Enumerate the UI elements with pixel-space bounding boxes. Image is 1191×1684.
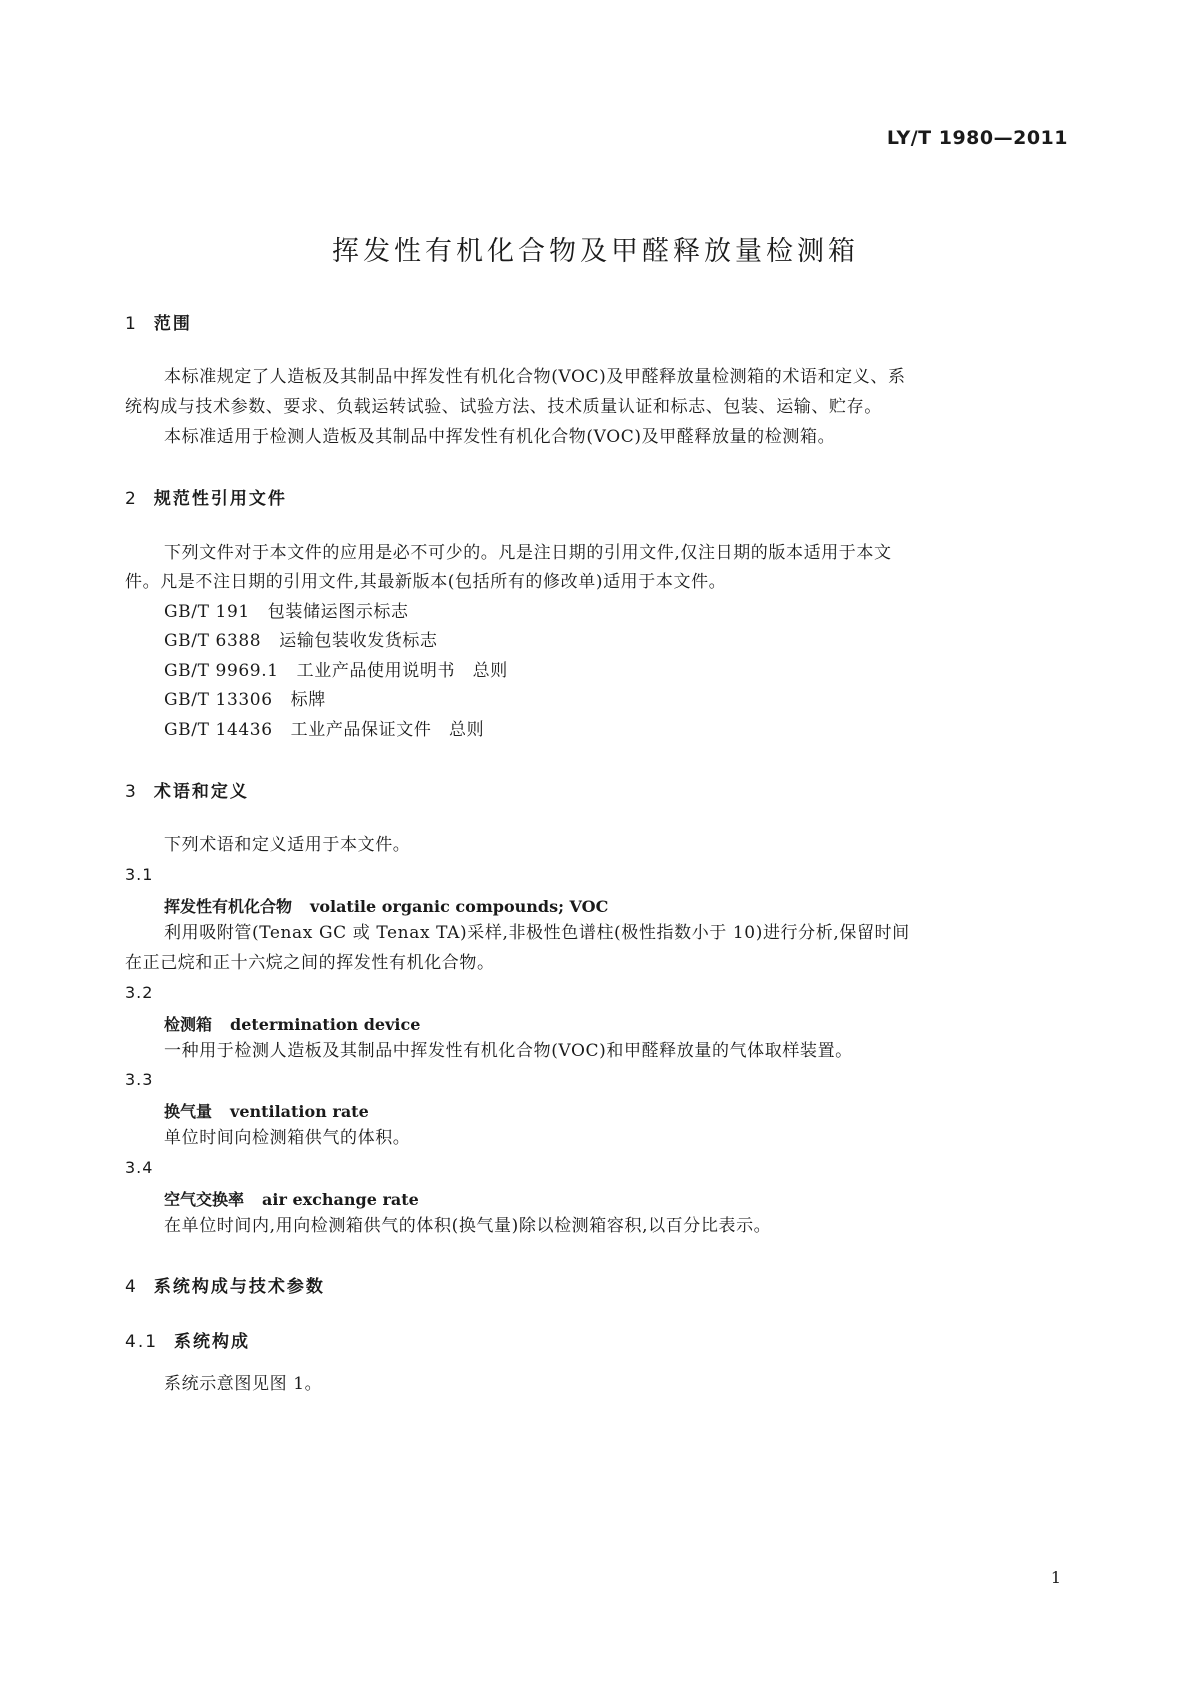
reference-code: GB/T 13306 bbox=[164, 690, 273, 710]
section-title: 范围 bbox=[153, 314, 192, 334]
section-1-heading bbox=[125, 309, 192, 334]
section-number: 4.1 bbox=[125, 1332, 159, 1352]
reference-item bbox=[164, 626, 438, 657]
reference-name: 工业产品使用说明书 总则 bbox=[296, 661, 508, 681]
reference-code: GB/T 191 bbox=[164, 602, 250, 622]
reference-name: 标牌 bbox=[290, 690, 326, 710]
reference-code: GB/T 14436 bbox=[164, 720, 273, 740]
term-heading bbox=[164, 1012, 420, 1035]
section-title: 术语和定义 bbox=[153, 782, 249, 802]
term-zh: 检测箱 bbox=[164, 1015, 213, 1034]
term-number: 3.2 bbox=[125, 983, 154, 1002]
definition-line: 单位时间向检测箱供气的体积。 bbox=[164, 1128, 411, 1148]
section-2-heading bbox=[125, 484, 287, 509]
term-zh: 换气量 bbox=[164, 1102, 213, 1121]
section-number: 4 bbox=[125, 1277, 138, 1297]
term-heading bbox=[164, 1099, 369, 1122]
paragraph-line: 本标准规定了人造板及其制品中挥发性有机化合物(VOC)及甲醛释放量检测箱的术语和定义、系 bbox=[164, 367, 906, 387]
paragraph-line: 本标准适用于检测人造板及其制品中挥发性有机化合物(VOC)及甲醛释放量的检测箱。 bbox=[164, 427, 836, 447]
reference-item bbox=[164, 685, 326, 716]
paragraph-line: 统构成与技术参数、要求、负载运转试验、试验方法、技术质量认证和标志、包装、运输、贮存。 bbox=[125, 397, 882, 417]
definition-line: 一种用于检测人造板及其制品中挥发性有机化合物(VOC)和甲醛释放量的气体取样装置。 bbox=[164, 1041, 853, 1061]
page-number: 1 bbox=[1050, 1568, 1061, 1587]
definition-line: 在单位时间内,用向检测箱供气的体积(换气量)除以检测箱容积,以百分比表示。 bbox=[164, 1216, 772, 1236]
section-title: 规范性引用文件 bbox=[153, 489, 287, 509]
standard-code: LY/T 1980—2011 bbox=[886, 127, 1068, 149]
reference-name: 工业产品保证文件 总则 bbox=[290, 720, 485, 740]
section-number: 2 bbox=[125, 489, 138, 509]
section-title: 系统构成 bbox=[174, 1332, 251, 1352]
term-number: 3.3 bbox=[125, 1070, 154, 1089]
reference-item bbox=[164, 597, 409, 628]
reference-name: 运输包装收发货标志 bbox=[279, 631, 438, 651]
term-heading bbox=[164, 1187, 419, 1210]
reference-code: GB/T 9969.1 bbox=[164, 661, 279, 681]
section-number: 3 bbox=[125, 782, 138, 802]
term-zh: 挥发性有机化合物 bbox=[164, 897, 293, 916]
reference-code: GB/T 6388 bbox=[164, 631, 262, 651]
subsection-4-1-heading bbox=[125, 1327, 250, 1352]
term-en: volatile organic compounds; VOC bbox=[310, 897, 609, 916]
paragraph-line: 下列文件对于本文件的应用是必不可少的。凡是注日期的引用文件,仅注日期的版本适用于本文 bbox=[164, 543, 892, 563]
term-en: air exchange rate bbox=[262, 1190, 419, 1209]
reference-name: 包装储运图示标志 bbox=[267, 602, 409, 622]
section-3-heading bbox=[125, 777, 249, 802]
reference-item bbox=[164, 715, 484, 746]
definition-line: 利用吸附管(Tenax GC 或 Tenax TA)采样,非极性色谱柱(极性指数小于 10)进行分析,保留时间 bbox=[164, 923, 910, 943]
reference-item bbox=[164, 656, 508, 687]
term-number: 3.4 bbox=[125, 1158, 154, 1177]
section-title: 系统构成与技术参数 bbox=[153, 1277, 325, 1297]
section-number: 1 bbox=[125, 314, 138, 334]
section-4-heading bbox=[125, 1272, 325, 1297]
definition-line: 在正己烷和正十六烷之间的挥发性有机化合物。 bbox=[125, 953, 495, 973]
paragraph-line: 件。凡是不注日期的引用文件,其最新版本(包括所有的修改单)适用于本文件。 bbox=[125, 572, 727, 592]
paragraph-line: 下列术语和定义适用于本文件。 bbox=[164, 835, 411, 855]
paragraph-line: 系统示意图见图 1。 bbox=[164, 1374, 323, 1394]
term-en: determination device bbox=[230, 1015, 421, 1034]
term-zh: 空气交换率 bbox=[164, 1190, 245, 1209]
term-number: 3.1 bbox=[125, 865, 154, 884]
document-title: 挥发性有机化合物及甲醛释放量检测箱 bbox=[332, 236, 859, 267]
term-heading bbox=[164, 894, 608, 917]
term-en: ventilation rate bbox=[230, 1102, 369, 1121]
